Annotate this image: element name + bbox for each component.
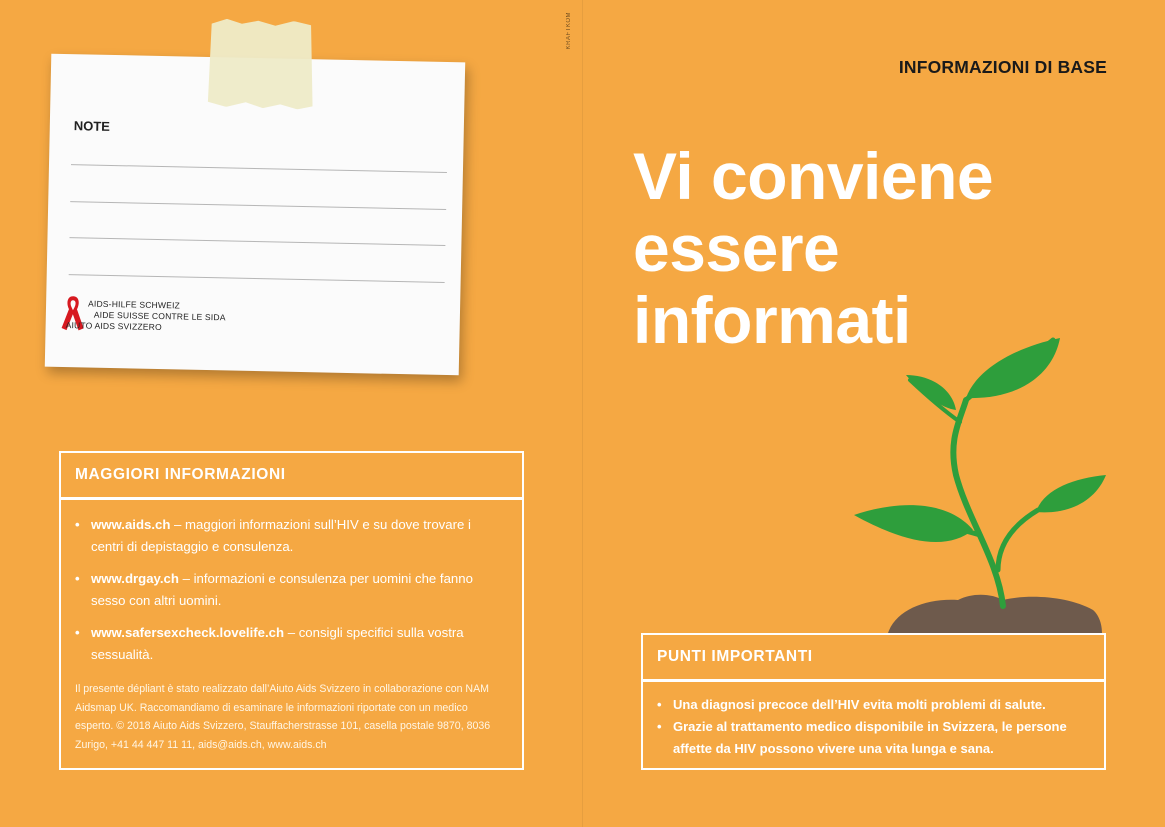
logo-line-de: AIDS-HILFE SCHWEIZ [87,298,181,311]
leaf [906,375,956,410]
key-points-box [641,633,1106,770]
headline-line: Vi conviene [633,139,994,213]
masking-tape [204,18,315,110]
printer-credit: KRAFTKOM [566,12,572,50]
list-item: • Una diagnosi precoce dell’HIV evita molti problemi di salute. [657,694,1094,716]
note-line [71,164,447,173]
list-item-text: – informazioni e consulenza per uomini che fanno sesso con altri uomini. [91,571,473,608]
note-line [69,237,445,246]
leaf [1036,475,1106,512]
plant-stem [998,510,1038,570]
headline-line: essere [633,211,840,285]
note-line [69,274,445,283]
page-fold [582,0,583,827]
more-info-box [59,451,524,770]
link-aids[interactable]: www.aids.ch [91,517,171,532]
seedling-illustration [848,330,1113,635]
headline-line: informati [633,283,911,357]
note-line [70,201,446,210]
key-points-heading: PUNTI IMPORTANTI [657,648,813,665]
list-item: • Grazie al trattamento medico disponibile in Svizzera, le persone affette da HIV possono vivere una vita lunga e sana. [657,716,1094,760]
more-info-heading: MAGGIORI INFORMAZIONI [75,466,286,483]
fine-print: Il presente dépliant è stato realizzato dall’Aiuto Aids Svizzero in collaborazione con NAM Aidsmap UK. Raccomandiamo di esaminare le informazioni riportate con un medico esperto. © 2018 Aiuto Aids Svizzero, Stauffacherstrasse 101, casella postale 9870, 8036 Zurigo, +41 44 447 11 11, aids@aids.ch, www.aids.ch [75,683,491,751]
leaf [854,505,973,542]
note-title: NOTE [73,118,111,134]
soil-mound [888,595,1102,633]
plant-stem [953,400,1003,606]
list-item-text: – maggiori informazioni sull’HIV e su dove trovare i centri di depistaggio e consulenza. [91,517,471,554]
cover-headline [633,140,993,356]
list-item [75,568,506,612]
logo-line-fr: AIDE SUISSE CONTRE LE SIDA [93,309,226,323]
divider [61,497,522,500]
logo-line-it: AIUTO AIDS SVIZZERO [65,320,162,333]
key-points-list [643,694,1104,760]
more-info-list [61,514,522,666]
list-item-text: – consigli specifici sulla vostra sessualità. [91,625,464,662]
list-item [75,514,506,558]
link-drgay[interactable]: www.drgay.ch [91,571,179,586]
list-item [75,622,506,666]
leaf [966,338,1060,398]
divider [643,679,1104,682]
cover-kicker: INFORMAZIONI DI BASE [898,57,1107,77]
link-safersexcheck[interactable]: www.safersexcheck.lovelife.ch [91,625,285,640]
